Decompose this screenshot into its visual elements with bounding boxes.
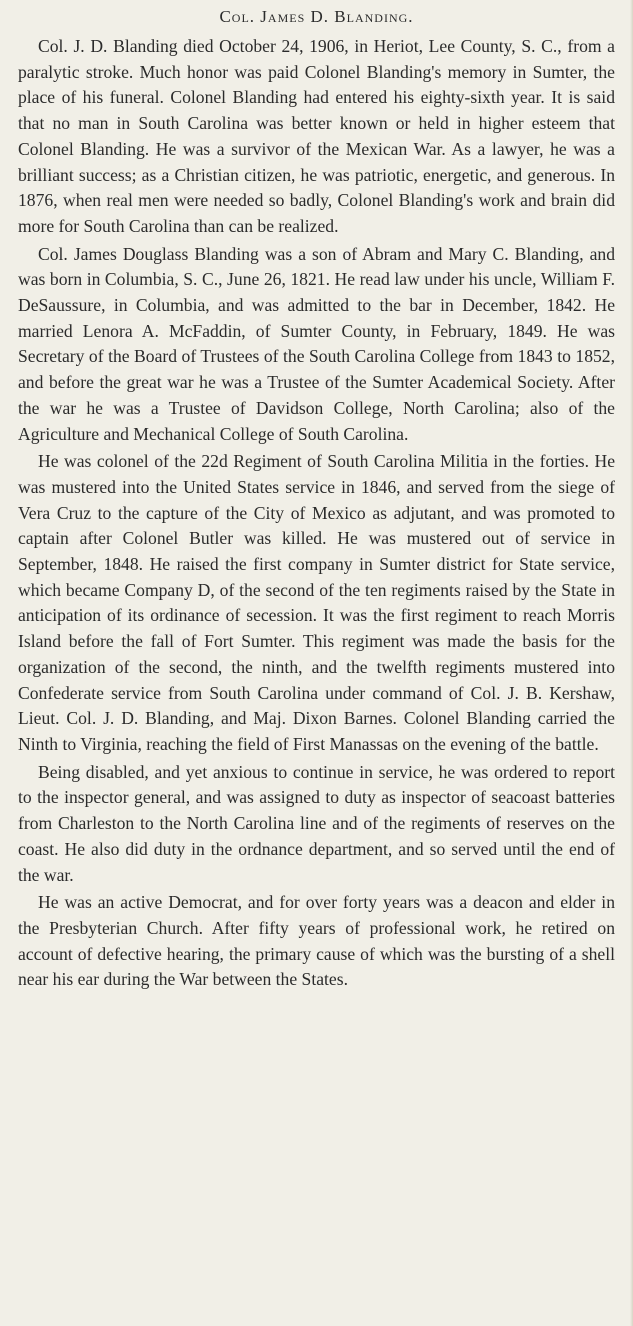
paragraph-death-notice: Col. J. D. Blanding died October 24, 1906, in Heriot, Lee County, S. C., from a paralytic stroke. Much honor was paid Colonel Blanding's memory in Sumter, the place of his funeral. Colonel Blanding had entered his eighty-sixth year. It is said that no man in South Carolina was better known or held in higher esteem that Colonel Blanding. He was a survivor of the Mexican War. As a lawyer, he was a brilliant success; as a Christian citizen, he was patriotic, energetic, and generous. In 1876, when real men were needed so badly, Colonel Blanding's work and brain did more for South Carolina than can be realized. [18, 36, 615, 236]
paragraph-retirement: He was an active Democrat, and for over forty years was a deacon and elder in the Presbyterian Church. After fifty years of professional work, he retired on account of defective hearing, the primary cause of which was the bursting of a shell near his ear during the War between the States. [18, 892, 615, 990]
paragraph-early-life: Col. James Douglass Blanding was a son of Abram and Mary C. Blanding, and was born in Columbia, S. C., June 26, 1821. He read law under his uncle, William F. DeSaussure, in Columbia, and was admitted to the bar in December, 1842. He married Lenora A. McFaddin, of Sumter County, in February, 1849. He was Secretary of the Board of Trustees of the South Carolina College from 1843 to 1852, and before the great war he was a Trustee of the Sumter Academical Society. After the war he was a Trustee of Davidson College, North Carolina; also of the Agriculture and Mechanical College of South Carolina. [18, 243, 615, 444]
paragraph-later-service: Being disabled, and yet anxious to continue in service, he was ordered to report to the inspector general, and was assigned to duty as inspector of seacoast batteries from Charleston to the North Carolina line and of the regiments of reserves on the coast. He also did duty in the ordnance department, and so served until the end of the war. [18, 761, 615, 885]
paragraph-military-service: He was colonel of the 22d Regiment of South Carolina Militia in the forties. He was mustered into the United States service in 1846, and served from the siege of Vera Cruz to the capture of the City of Mexico as adjutant, and was promoted to captain after Colonel Butler was killed. He was mustered out of service in September, 1848. He raised the first company in Sumter district for State service, which became Company D, of the second of the ten regiments raised by the State in anticipation of its ordinance of secession. It was the first regiment to reach Morris Island before the fall of Fort Sumter. This regiment was made the basis for the organization of the second, the ninth, and the twelfth regiments mustered into Confederate service from South Carolina under command of Col. J. B. Kershaw, Lieut. Col. J. D. Blanding, and Maj. Dixon Barnes. Colonel Blanding carried the Ninth to Virginia, reaching the field of First Manassas on the evening of the battle. [18, 451, 615, 754]
article-title: Col. James D. Blanding. [219, 7, 414, 26]
